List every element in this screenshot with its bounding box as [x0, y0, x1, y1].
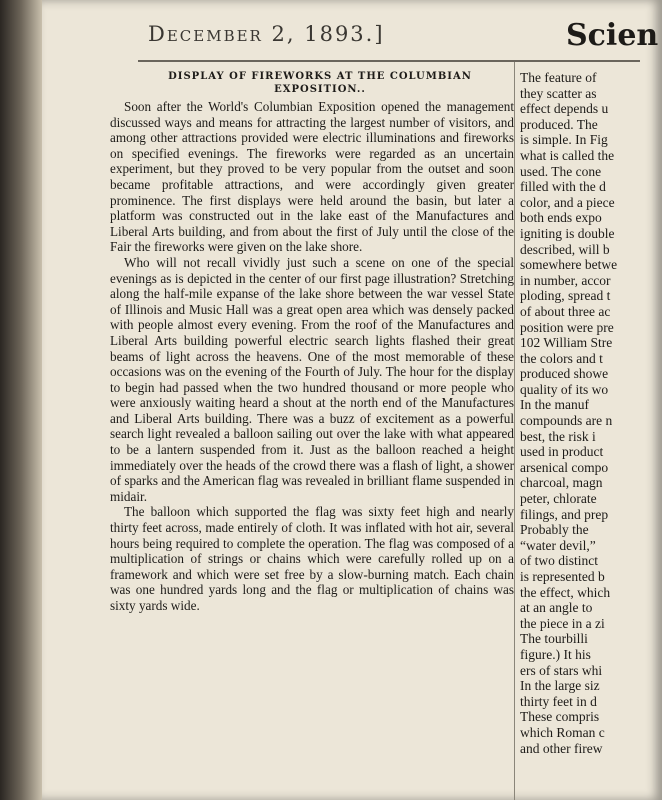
article-title: DISPLAY OF FIREWORKS AT THE COLUMBIAN EXPOSITION.. [168, 71, 472, 95]
side-column-line: of about three ac [520, 303, 611, 319]
header-divider [138, 60, 640, 62]
page-date: December 2, 1893.] [148, 22, 385, 46]
side-column-line: described, will b [520, 241, 610, 257]
side-column-line: of two distinct [520, 553, 598, 569]
side-column-line: filled with the d [520, 179, 606, 195]
side-column-line: Probably the [520, 522, 589, 538]
side-column-line: which Roman c [520, 724, 605, 740]
side-column [520, 70, 644, 756]
side-column-line: 102 William Stre [520, 335, 613, 351]
side-column-line: These compris [520, 709, 600, 725]
side-column-line: ploding, spread t [520, 288, 611, 304]
article-paragraph: The balloon which supported the flag was sixty feet high and nearly thirty feet across, made entirely of cloth. It was inflated with hot air, several hours being required to complete the operation. The flag was composed of a multiplication of strings or chains which were carefully rolled up on a framework and which were set free by a slow-burning match. Each chain was one hundred yards long and the flag or multiplication of chains was sixty yards wide. [110, 504, 514, 613]
side-column-line: filings, and prep [520, 506, 609, 522]
side-column-line: the colors and t [520, 350, 603, 366]
side-column-line: The tourbilli [520, 631, 588, 647]
side-column-line: used. The cone [520, 163, 602, 179]
side-column-line: in number, accor [520, 272, 611, 288]
side-column-line: In the manuf [520, 397, 589, 413]
side-column-line: charcoal, magn [520, 475, 603, 491]
side-column-line: produced showe [520, 366, 609, 382]
side-column-line: quality of its wo [520, 381, 609, 397]
side-column-line: they scatter as [520, 85, 597, 101]
side-column-line: best, the risk i [520, 428, 596, 444]
side-column-line: the piece in a zi [520, 615, 605, 631]
side-column-line: position were pre [520, 319, 614, 335]
side-column-line: somewhere betwe [520, 257, 618, 273]
side-column-line: the effect, which [520, 584, 611, 600]
side-column-line: arsenical compo [520, 459, 609, 475]
side-column-line: both ends expo [520, 210, 602, 226]
side-column-line: compounds are n [520, 413, 613, 429]
article-paragraph: Soon after the World's Columbian Exposition opened the management discussed ways and means for attracting the largest number of visitors, and among other attractions provided were electric illuminations and fireworks on specified evenings. The fireworks were regarded as an uncertain experiment, but they proved to be very popular from the outset and soon became profitable attractions, and were accordingly given greater prominence. The first displays were held around the basin, but later a platform was constructed out in the lake east of the Manufactures and Liberal Arts building, and from about the first of July until the close of the Fair the fireworks were given on the lake shore. [110, 99, 514, 255]
side-column-line: used in product [520, 444, 604, 460]
side-column-line: is simple. In Fig [520, 132, 608, 148]
side-column-line: The feature of [520, 70, 597, 85]
side-column-line: effect depends u [520, 101, 609, 117]
article-column [110, 68, 514, 614]
column-divider [514, 62, 515, 800]
side-column-line: peter, chlorate [520, 491, 597, 507]
side-column-line: In the large siz [520, 678, 600, 694]
side-column-line: “water devil,” [520, 537, 596, 553]
side-column-line: thirty feet in d [520, 693, 597, 709]
side-column-line: produced. The [520, 116, 598, 132]
side-column-line: what is called the [520, 147, 615, 163]
article-paragraph: Who will not recall vividly just such a scene on one of the special evenings as is depicted in the center of our first page illustration? Stretching along the half-mile expanse of the lake shore between the war vessel State of Illinois and Music Hall was a great open area which was densely packed with people almost every evening. From the roof of the Manufactures and Liberal Arts building powerful electric search lights flashed their great beams of light across the heavens. One of the most memorable of these occasions was on the evening of the Fourth of July. The hour for the display to begin had passed when the two hundred thousand or more people who were anxiously waiting heard a shout at the north end of the Manufactures and Liberal Arts building. There was a buzz of excitement as a powerful search light revealed a balloon sailing out over the lake with what appeared to be a lantern suspended from it. Just as the balloon reached a height immediately over the heads of the crowd there was a flash of light, a shower of sparks and the American flag was revealed in brilliant flame suspended in midair. [110, 254, 514, 504]
side-column-line: is represented b [520, 569, 605, 584]
side-column-line: ers of stars whi [520, 662, 603, 678]
side-column-line: and other firew [520, 740, 603, 756]
masthead-title: Scien [566, 18, 659, 53]
side-column-line: at an angle to [520, 600, 593, 616]
side-column-line: figure.) It his [520, 646, 591, 662]
side-column-line: color, and a piece [520, 194, 615, 210]
side-column-line: igniting is double [520, 225, 615, 241]
